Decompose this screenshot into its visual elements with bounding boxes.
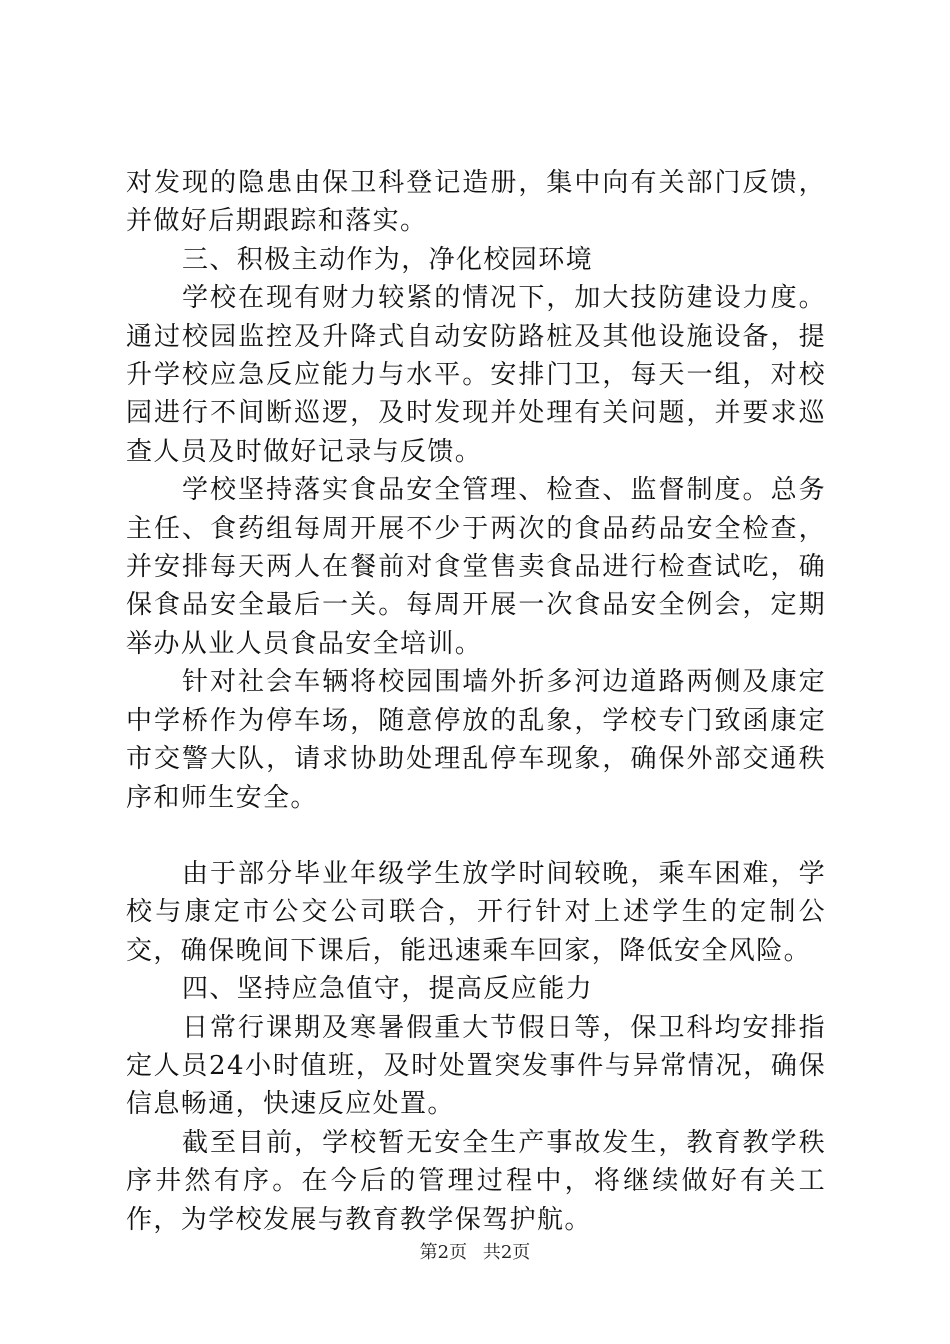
paragraph-custom-bus: 由于部分毕业年级学生放学时间较晚，乘车困难，学校与康定市公交公司联合，开行针对上述学生的定制公交，确保晚间下课后，能迅速乘车回家，降低安全风险。 [126,858,826,966]
paragraph-gap [126,817,826,855]
paragraph-continuation: 对发现的隐患由保卫科登记造册，集中向有关部门反馈，并做好后期跟踪和落实。 [126,168,826,237]
paragraph-parking-order: 针对社会车辆将校园围墙外折多河边道路两侧及康定中学桥作为停车场，随意停放的乱象，学校专门致函康定市交警大队，请求协助处理乱停车现象，确保外部交通秩序和师生安全。 [126,667,826,813]
paragraph-duty-shifts: 日常行课期及寒暑假重大节假日等，保卫科均安排指定人员24小时值班，及时处置突发事件与异常情况，确保信息畅通，快速反应处置。 [126,1012,826,1120]
page-number-current: 第2页 [419,1242,468,1263]
section-heading-four: 四、坚持应急值守，提高反应能力 [182,974,594,1005]
paragraph-security-facilities: 学校在现有财力较紧的情况下，加大技防建设力度。通过校园监控及升降式自动安防路桩及其他设施设备，提升学校应急反应能力与水平。安排门卫，每天一组，对校园进行不间断巡逻，及时发现并处理有关问题，并要求巡查人员及时做好记录与反馈。 [126,283,826,467]
page-footer [0,1241,950,1265]
document-body [126,164,826,1239]
section-heading-three: 三、积极主动作为，净化校园环境 [182,244,594,275]
paragraph-conclusion: 截至目前，学校暂无安全生产事故发生，教育教学秩序井然有序。在今后的管理过程中，将继续做好有关工作，为学校发展与教育教学保驾护航。 [126,1127,826,1235]
page-number-total: 共2页 [482,1242,531,1263]
paragraph-food-safety: 学校坚持落实食品安全管理、检查、监督制度。总务主任、食药组每周开展不少于两次的食品药品安全检查，并安排每天两人在餐前对食堂售卖食品进行检查试吃，确保食品安全最后一关。每周开展一次食品安全例会，定期举办从业人员食品安全培训。 [126,475,826,659]
